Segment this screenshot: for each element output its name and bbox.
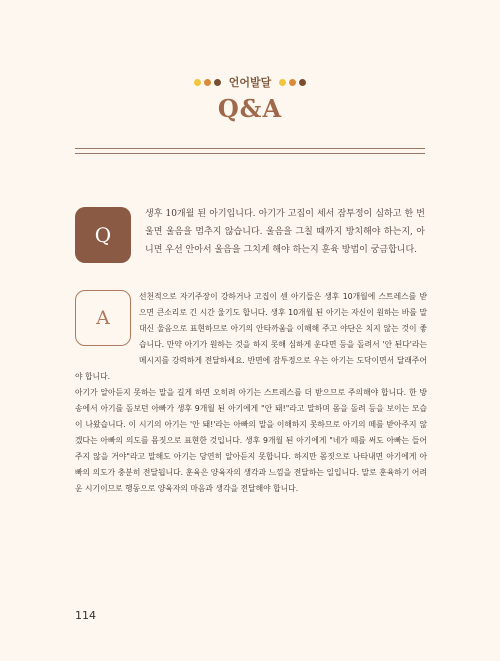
dot-icon — [289, 79, 296, 86]
dot-icon — [194, 79, 201, 86]
page-number: 114 — [75, 609, 96, 622]
dot-icon — [214, 79, 221, 86]
answer-paragraph: 아기가 알아듣지 못하는 말을 길게 하면 오히려 아기는 스트레스를 더 받으므로 주의해야 합니다. 한 방송에서 아기를 돌보던 아빠가 생후 9개월 된 아기에게 "안 돼!"라고 말하며 몸을 돌려 등을 보이는 모습이 나왔습니다. 이 시기의 아기는 '안 돼!'라는 아빠의 말을 이해하지 못하므로 아기의 떼를 받아주지 않겠다는 아빠의 의도를 몸짓으로 표현한 것입니다. 생후 9개월 된 아기에게 "네가 떼를 써도 아빠는 들어주지 않을 거야"라고 말해도 아기는 당연히 알아듣지 못합니다. 하지만 몸짓으로 나타내면 아기에게 아빠의 의도가 충분히 전달됩니다. 훈육은 양육자의 생각과 느낌을 전달하는 일입니다. 말로 훈육하기 어려운 시기이므로 행동으로 양육자의 마음과 생각을 전달해야 합니다. — [75, 388, 427, 493]
left-dots — [194, 79, 221, 86]
answer-body — [75, 289, 427, 497]
answer-paragraph: 선천적으로 자기주장이 강하거나 고집이 센 아기들은 생후 10개월에 스트레스를 받으면 큰소리로 긴 시간 울기도 합니다. 생후 10개월 된 아기는 자신이 원하는 바를 말 대신 울음으로 표현하므로 아기의 안타까움을 이해해 주고 야단은 치지 않는 것이 좋습니다. 만약 아기가 원하는 것을 하지 못해 심하게 운다면 등을 돌려서 '안 된다'라는 메시지를 강력하게 전달하세요. 반면에 잠투정으로 우는 아기는 도닥이면서 달래주어야 합니다. — [75, 292, 427, 381]
dot-icon — [204, 79, 211, 86]
category-row — [0, 74, 500, 90]
divider-top — [75, 148, 425, 149]
page-header — [0, 74, 500, 123]
page-title: Q&A — [217, 94, 283, 123]
divider-bottom — [75, 153, 425, 154]
answer-badge: A — [75, 290, 131, 346]
dot-icon — [279, 79, 286, 86]
question-badge: Q — [75, 207, 131, 263]
right-dots — [279, 79, 306, 86]
question-text: 생후 10개월 된 아기입니다. 아기가 고집이 세서 잠투정이 심하고 한 번 울면 울음을 멈추지 않습니다. 울음을 그칠 때까지 방치해야 하는지, 아니면 우선 안아서 울음을 그치게 해야 하는지 훈육 방법이 궁금합니다. — [145, 209, 425, 255]
dot-icon — [299, 79, 306, 86]
category-label: 언어발달 — [228, 76, 272, 89]
